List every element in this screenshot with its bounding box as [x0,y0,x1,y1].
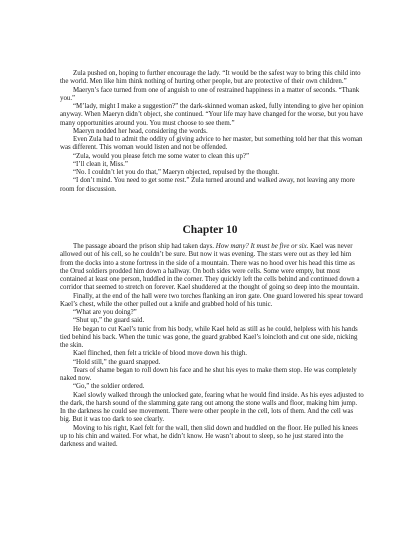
paragraph: Kael flinched, then felt a trickle of blood move down his thigh. [73,350,247,358]
paragraph-lead: The passage aboard the prison ship had taken days. [73,243,216,250]
paragraph: “What are you doing?” [73,309,137,316]
paragraph: Finally, at the end of the hall were two torches flanking an iron gate. One guard lowered his spear toward Kael’s chest, while the other pulled out a knife and grabbed hold of his tunic. [60,292,363,308]
paragraph: Kael slowly walked through the unlocked gate, fearing what he would find inside. As his eyes adjusted to the dark, the harsh sound of the slamming gate rang out among the stone walls and floor, making him jump. In the darkness he could see movement. There were other people in the cell, lots of them. And the cell was big. But it was too dark to see clearly. [60,391,364,424]
paragraph: Zula pushed on, hoping to further encourage the lady. “It would be the safest way to bring this child into the world. Men like him think nothing of hurting other people, but are protective of their own children.” [60,70,361,86]
paragraph: “Hold still,” the guard snapped. [73,358,161,366]
paragraph: Maeryn’s face turned from one of anguish to one of restrained happiness in a matter of seconds. “Thank you.” [60,86,360,102]
paragraph: He began to cut Kael’s tunic from his body, while Kael held as still as he could, helpless with his hands tied behind his back. When the tunic was gone, the guard grabbed Kael’s loincloth and cut one side, nicking the skin. [60,325,358,349]
paragraph: “Go,” the soldier ordered. [73,383,145,391]
chapter-text [60,243,364,449]
paragraph: “No. I couldn’t let you do that,” Maeryn objected, repulsed by the thought. [73,169,280,176]
paragraph: “Shut up,” the guard said. [73,317,145,325]
paragraph: “I’ll clean it, Miss.” [73,160,128,168]
paragraph: Tears of shame began to roll down his face and he shut his eyes to make them stop. He was completely naked now. [60,366,357,382]
paragraph: “I don’t mind. You need to get some rest.” Zula turned around and walked away, not leaving any more room for discussion. [60,177,355,193]
paragraph-rest: Kael was never allowed out of his cell, so he couldn’t be sure. But now it was evening. The stars were out as they led him from the docks into a stone fortress in the side of a mountain. There was no hood over his head this time as the Orud soldiers prodded him down a hallway. On both sides were cells. Some were empty, but most contained at least one person, huddled in the corner. They quickly left the cells behind and continued down a corridor that seemed to stretch on forever. Kael shuddered at the thought of going so deep into the mountain. [60,243,360,292]
chapter-heading: Chapter 10 [182,224,238,236]
paragraph: “Zula, would you please fetch me some water to clean this up?” [73,152,250,160]
paragraph: Even Zula had to admit the oddity of giving advice to her master, but something told her that this woman was different. This woman would listen and not be offended. [60,136,363,152]
previous-chapter-text [60,70,364,194]
paragraph: Maeryn nodded her head, considering the words. [73,127,208,135]
paragraph: “M’lady, might I make a suggestion?” the dark-skinned woman asked, fully intending to give her opinion anyway. When Maeryn didn’t object, she continued. “Your life may have changed for the worse, but you have many opportunities around you. You must choose to see them.” [60,103,364,127]
italic-thought: How many? It must be five or six. [215,243,309,250]
paragraph: Moving to his right, Kael felt for the wall, then slid down and huddled on the floor. He pulled his knees up to his chin and waited. For what, he didn’t know. He wasn’t about to sleep, so he just stared into the darkness and waited. [60,424,358,448]
chapter-opening-paragraph [60,243,364,293]
